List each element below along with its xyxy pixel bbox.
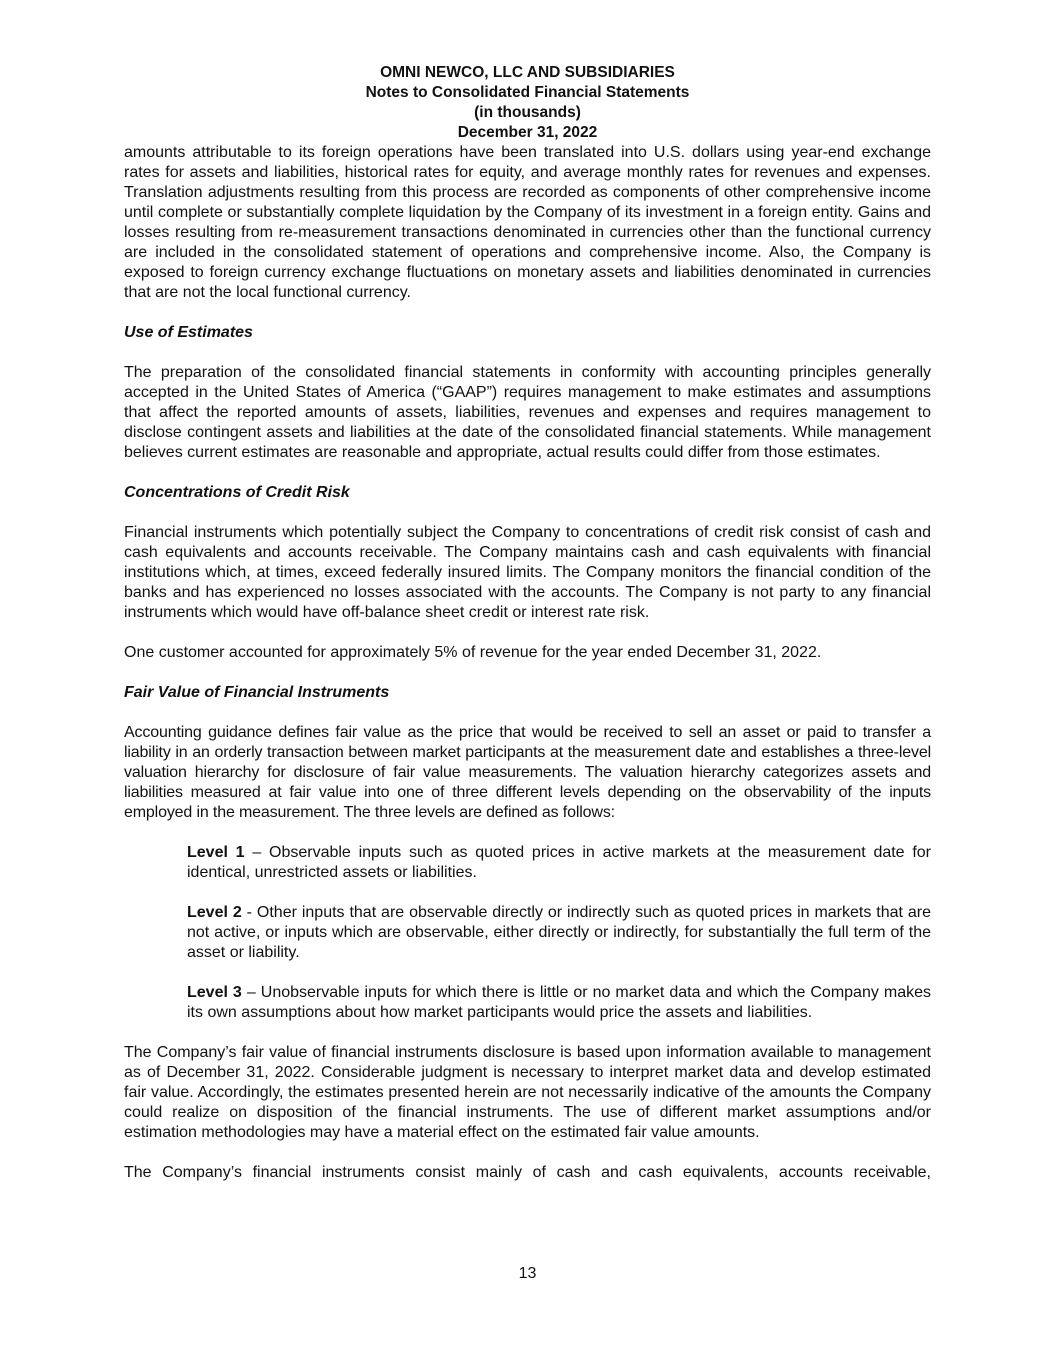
fair-value-disclosure: The Company’s fair value of financial instruments disclosure is based upon information available to management as of December 31, 2022. Considerable judgment is necessary to interpret market data and develop estimated fair value. Accordingly, the estimates presented herein are not necessarily indicative of the amounts the Company could realize on disposition of the financial instruments. The use of different market assumptions and/or estimation methodologies may have a material effect on the estimated fair value amounts.: [124, 1044, 931, 1141]
level-3-text: Unobservable inputs for which there is little or no market data and which the Company makes its own assumptions about how market participants would price the assets and liabilities.: [187, 984, 931, 1021]
spacer: [124, 1023, 931, 1043]
fair-value-heading: Fair Value of Financial Instruments: [124, 684, 390, 701]
level-1-label: Level 1: [187, 844, 245, 861]
use-of-estimates-heading: Use of Estimates: [124, 324, 253, 341]
customer-concentration-note: One customer accounted for approximately 5% of revenue for the year ended December 31, 2022.: [124, 644, 822, 661]
financial-instruments-composition: The Company’s financial instruments consist mainly of cash and cash equivalents, accounts receivable,: [124, 1164, 931, 1181]
level-1-separator: –: [244, 844, 269, 861]
credit-risk-body: Financial instruments which potentially subject the Company to concentrations of credit risk consist of cash and cash equivalents and accounts receivable. The Company maintains cash and cash equivalents with financial institutions which, at times, exceed federally insured limits. The Company monitors the financial condition of the banks and has experienced no losses associated with the accounts. The Company is not party to any financial instruments which would have off-balance sheet credit or interest rate risk.: [124, 524, 931, 621]
level-3-definition: [187, 983, 931, 1023]
level-2-label: Level 2: [187, 904, 242, 921]
units-note: (in thousands): [474, 104, 581, 121]
level-2-separator: -: [241, 904, 257, 921]
foreign-currency-continuation: amounts attributable to its foreign operations have been translated into U.S. dollars using year-end exchange rates for assets and liabilities, historical rates for equity, and average monthly rates for revenues and expenses. Translation adjustments resulting from this process are recorded as components of other comprehensive income until complete or substantially complete liquidation by the Company of its investment in a foreign entity. Gains and losses resulting from re-measurement transactions denominated in currencies other than the functional currency are included in the consolidated statement of operations and comprehensive income. Also, the Company is exposed to foreign currency exchange fluctuations on monetary assets and liabilities denominated in currencies that are not the local functional currency.: [124, 144, 931, 301]
company-name: OMNI NEWCO, LLC AND SUBSIDIARIES: [380, 64, 675, 81]
document-page: [124, 63, 931, 1183]
document-title: Notes to Consolidated Financial Statements: [365, 84, 690, 101]
spacer: [124, 463, 931, 483]
spacer: [124, 623, 931, 643]
spacer: [124, 963, 931, 983]
spacer: [124, 303, 931, 323]
credit-risk-heading: Concentrations of Credit Risk: [124, 484, 350, 501]
level-2-text: Other inputs that are observable directly or indirectly such as quoted prices in markets that are not active, or inputs which are observable, either directly or indirectly, for substantially the full term of the asset or liability.: [187, 904, 931, 961]
level-3-label: Level 3: [187, 984, 242, 1001]
statement-date: December 31, 2022: [457, 124, 598, 141]
level-2-definition: [187, 903, 931, 963]
spacer: [124, 883, 931, 903]
level-1-text: Observable inputs such as quoted prices in active markets at the measurement date for identical, unrestricted assets or liabilities.: [187, 844, 932, 881]
fair-value-intro: Accounting guidance defines fair value as the price that would be received to sell an asset or paid to transfer a liability in an orderly transaction between market participants at the measurement date and establishes a three-level valuation hierarchy for disclosure of fair value measurements. The valuation hierarchy categorizes assets and liabilities measured at fair value into one of three different levels depending on the observability of the inputs employed in the measurement. The three levels are defined as follows:: [124, 724, 931, 821]
spacer: [124, 503, 931, 523]
use-of-estimates-body: The preparation of the consolidated financial statements in conformity with accounting principles generally accepted in the United States of America (“GAAP”) requires management to make estimates and assumptions that affect the reported amounts of assets, liabilities, revenues and expenses and requires management to disclose contingent assets and liabilities at the date of the consolidated financial statements. While management believes current estimates are reasonable and appropriate, actual results could differ from those estimates.: [124, 364, 931, 461]
spacer: [124, 343, 931, 363]
page-number: 13: [518, 1265, 537, 1282]
level-1-definition: [187, 843, 931, 883]
document-header: [124, 63, 931, 143]
spacer: [124, 823, 931, 843]
spacer: [124, 703, 931, 723]
spacer: [124, 1143, 931, 1163]
level-3-separator: –: [241, 984, 261, 1001]
spacer: [124, 663, 931, 683]
